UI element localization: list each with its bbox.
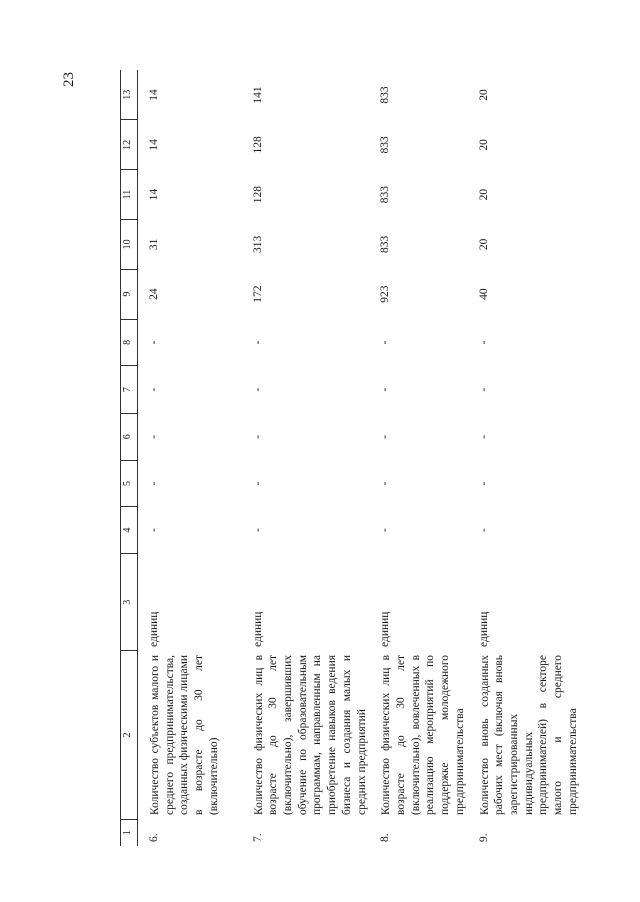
value-cell: 923 xyxy=(379,285,392,303)
value-cell: - xyxy=(251,481,264,486)
value-cell: - xyxy=(148,528,160,533)
value-cell: - xyxy=(148,387,160,392)
value-cell: 833 xyxy=(379,136,392,154)
value-cell: 833 xyxy=(379,185,392,204)
value-cell: - xyxy=(148,481,160,486)
value-cell: - xyxy=(251,340,264,345)
value-cell: 14 xyxy=(148,188,160,201)
unit-cell: единиц xyxy=(251,611,264,647)
indicator-table xyxy=(120,70,581,846)
value-cell: - xyxy=(148,340,160,345)
column-header: 13 xyxy=(121,70,138,120)
column-header: 3 xyxy=(121,553,138,651)
value-cell: 40 xyxy=(477,288,490,300)
value-cell: - xyxy=(251,528,264,533)
value-cell: - xyxy=(477,481,490,486)
table-row xyxy=(468,70,581,846)
table-row xyxy=(138,70,242,846)
column-header: 7 xyxy=(121,366,138,414)
value-cell: - xyxy=(251,387,264,392)
value-cell: - xyxy=(477,387,490,392)
unit-cell: единиц xyxy=(477,611,490,647)
value-cell: 14 xyxy=(148,139,160,151)
table-row xyxy=(242,70,370,846)
value-cell: 20 xyxy=(477,89,490,101)
value-cell: 141 xyxy=(251,86,264,104)
value-cell: - xyxy=(379,387,392,392)
row-number: 7. xyxy=(251,833,264,842)
value-cell: - xyxy=(379,434,392,439)
column-header: 8 xyxy=(121,319,138,366)
value-cell: 20 xyxy=(477,188,490,201)
unit-cell: единиц xyxy=(379,611,392,647)
row-number: 8. xyxy=(379,833,392,842)
page-number: 23 xyxy=(61,72,77,87)
value-cell: - xyxy=(148,434,160,439)
indicator-name: Количество субъектов малого и среднего предпринимательства, созданных физическими лицами в возрасте до 30 лет (включительно) xyxy=(149,654,220,816)
indicator-name: Количество физических лиц в возрасте до 30 лет (включительно), завершивших обучение по образовательным программам, направленным на приобретение навыков ведения бизнеса и создания малых и средних предприятий xyxy=(252,654,368,816)
column-header: 6 xyxy=(121,413,138,460)
value-cell: 128 xyxy=(251,185,264,204)
indicator-name: Количество физических лиц в возрасте до 30 лет (включительно), вовлеченных в реализацию мероприятий по поддержке молодежного предпринимательства xyxy=(380,654,466,816)
value-cell: 833 xyxy=(379,86,392,104)
value-cell: 128 xyxy=(251,136,264,154)
value-cell: - xyxy=(379,340,392,345)
column-header: 10 xyxy=(121,219,138,269)
column-header: 11 xyxy=(121,170,138,220)
column-number-header-row xyxy=(121,70,138,846)
value-cell: - xyxy=(251,434,264,439)
value-cell: 20 xyxy=(477,238,490,251)
value-cell: - xyxy=(379,528,392,533)
value-cell: 31 xyxy=(148,238,160,251)
unit-cell: единиц xyxy=(148,611,160,647)
row-number: 9. xyxy=(477,833,490,842)
value-cell: 14 xyxy=(148,89,160,101)
value-cell: - xyxy=(379,481,392,486)
column-header: 12 xyxy=(121,120,138,170)
value-cell: - xyxy=(477,434,490,439)
indicator-name: Количество вновь созданных рабочих мест (включая вновь зарегистрированных индивидуальных предпринимателей) в секторе малого и среднего предпринимательства xyxy=(478,654,579,816)
column-header: 4 xyxy=(121,507,138,554)
value-cell: - xyxy=(477,340,490,345)
value-cell: 20 xyxy=(477,139,490,151)
row-number: 6. xyxy=(148,833,160,842)
column-header: 2 xyxy=(121,651,138,819)
table-row xyxy=(369,70,467,846)
value-cell: 172 xyxy=(251,285,264,303)
value-cell: 833 xyxy=(379,235,392,253)
rotated-table-container xyxy=(120,70,579,846)
value-cell: - xyxy=(477,528,490,533)
value-cell: 313 xyxy=(251,235,264,253)
column-header: 5 xyxy=(121,460,138,507)
column-header: 1 xyxy=(121,819,138,846)
value-cell: 24 xyxy=(148,288,160,300)
column-header: 9 xyxy=(121,269,138,319)
